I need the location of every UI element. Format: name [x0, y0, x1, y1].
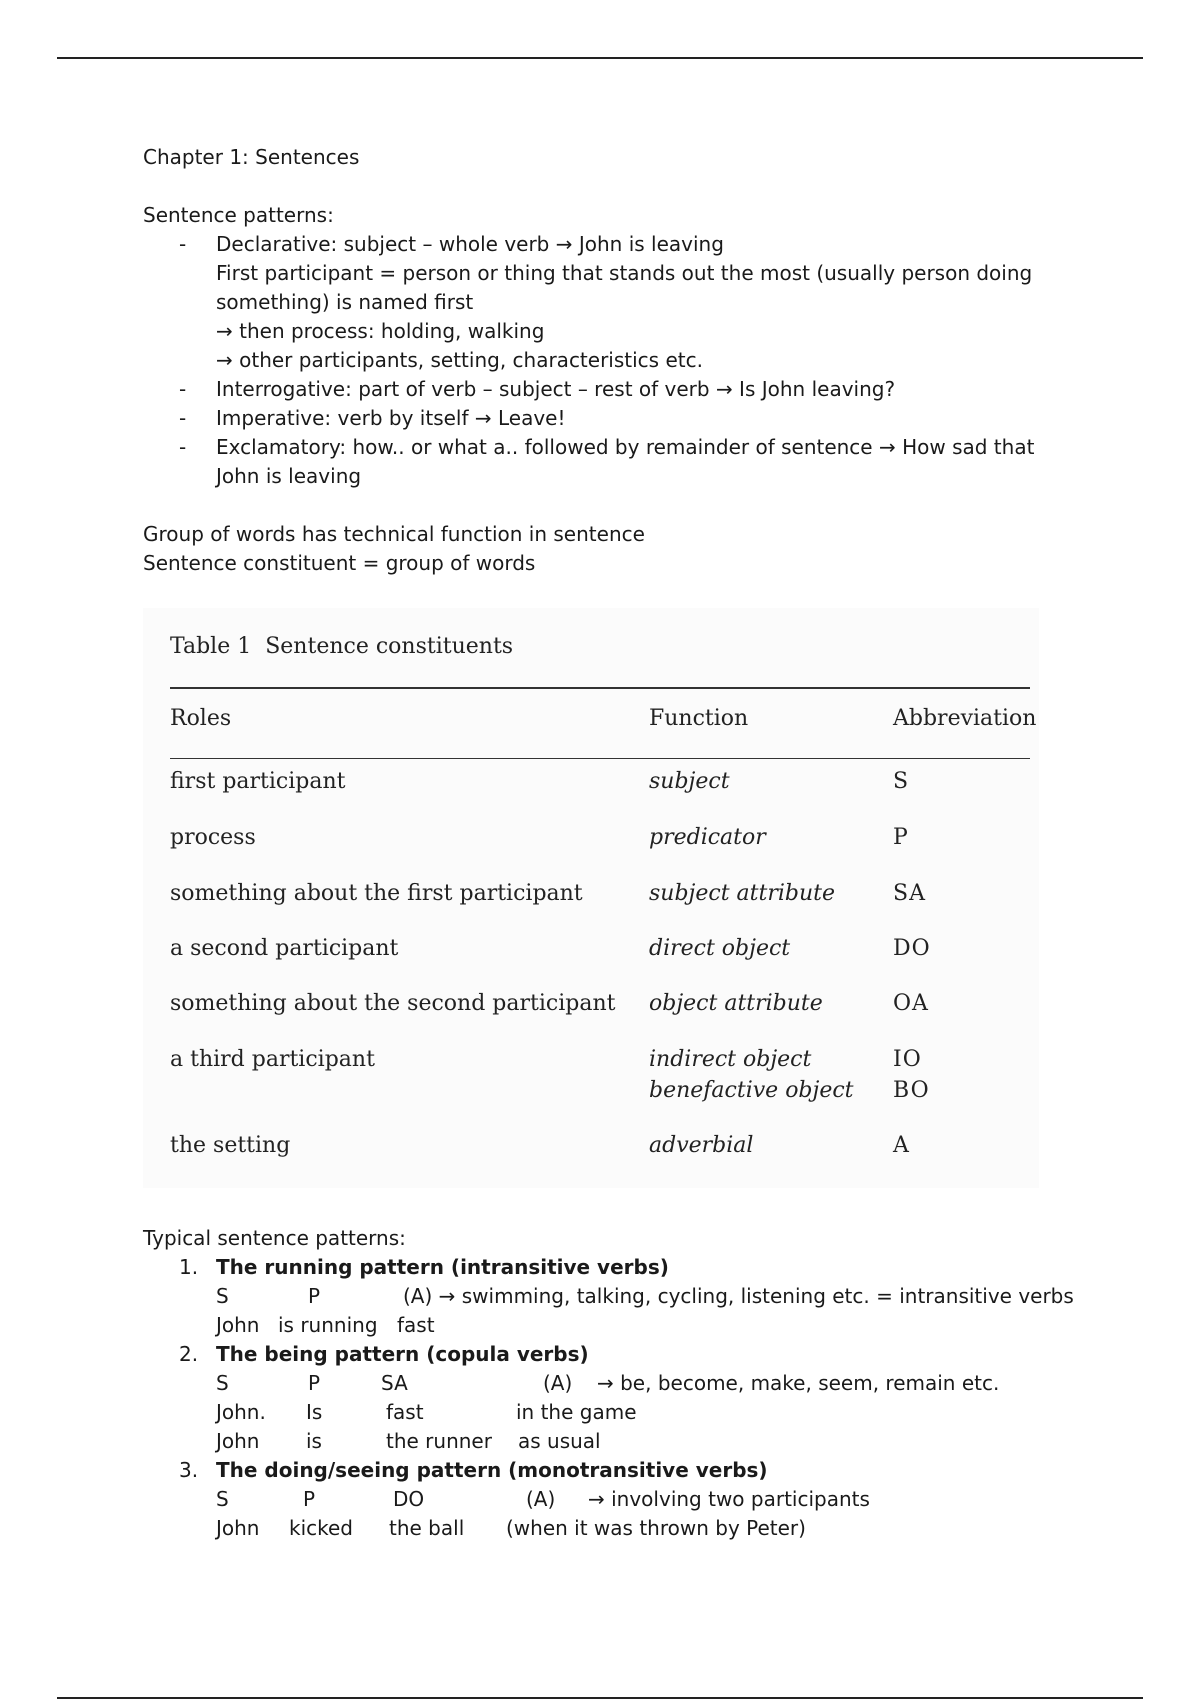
pattern-title: The running pattern (intransitive verbs)	[216, 1255, 669, 1279]
table-cell-abbreviation: IO	[893, 1047, 922, 1072]
list-item-line: Imperative: verb by itself → Leave!	[216, 406, 566, 430]
list-item-line: → other participants, setting, characteristics etc.	[216, 348, 703, 372]
table-cell-function: direct object	[649, 936, 791, 961]
table-header-abbreviation: Abbreviation	[893, 706, 1037, 731]
pattern-grid-row	[216, 1514, 1063, 1543]
table-cell-function: adverbial	[649, 1133, 754, 1158]
sentence-patterns-list	[143, 230, 1063, 491]
sentence-patterns-heading: Sentence patterns:	[143, 203, 334, 227]
pattern-cell: the ball	[389, 1516, 465, 1540]
table-cell-role: something about the first participant	[170, 881, 583, 906]
pattern-cell: P	[308, 1371, 321, 1395]
dash-bullet: -	[179, 435, 187, 459]
table-cell-abbreviation: BO	[893, 1078, 930, 1103]
pattern-cell: John.	[216, 1400, 266, 1424]
table-cell-role: the setting	[170, 1133, 291, 1158]
pattern-cell: (A)	[543, 1371, 573, 1395]
pattern-cell: P	[308, 1284, 321, 1308]
list-number: 2.	[179, 1342, 199, 1366]
pattern-grid-row	[216, 1398, 1063, 1427]
list-item-exclamatory	[143, 433, 1063, 491]
list-item-line: First participant = person or thing that stands out the most (usually person doing	[216, 261, 1033, 285]
list-number: 1.	[179, 1255, 199, 1279]
table-cell-role: process	[170, 825, 256, 850]
pattern-grid-row	[216, 1485, 1063, 1514]
dash-bullet: -	[179, 377, 187, 401]
document-body	[143, 143, 1074, 1543]
list-item-declarative	[143, 230, 1063, 375]
pattern-cell: John	[216, 1516, 260, 1540]
table-cell-function: subject attribute	[649, 881, 836, 906]
pattern-grid-row	[216, 1282, 1074, 1311]
pattern-cell: kicked	[289, 1516, 354, 1540]
pattern-cell: → be, become, make, seem, remain etc.	[597, 1371, 1000, 1395]
table-cell-function: object attribute	[649, 991, 823, 1016]
pattern-grid-row	[216, 1427, 1063, 1456]
table-cell-role: first participant	[170, 769, 346, 794]
pattern-item-doing-seeing	[143, 1456, 1063, 1543]
table-cell-role: something about the second participant	[170, 991, 616, 1016]
list-number: 3.	[179, 1458, 199, 1482]
table-header-function: Function	[649, 706, 749, 731]
pattern-cell: S	[216, 1371, 229, 1395]
table-cell-abbreviation: A	[893, 1133, 910, 1158]
table-caption	[170, 632, 513, 661]
list-item-line: Declarative: subject – whole verb → John is leaving	[216, 232, 724, 256]
footer-rule	[57, 1697, 1143, 1699]
constituents-table-image	[143, 608, 1039, 1188]
table-caption-title: Sentence constituents	[265, 634, 514, 659]
table-cell-function: benefactive object	[649, 1078, 854, 1103]
table-cell-abbreviation: DO	[893, 936, 931, 961]
table-cell-abbreviation: P	[893, 825, 909, 850]
table-cell-role: a second participant	[170, 936, 399, 961]
pattern-cell: (when it was thrown by Peter)	[506, 1516, 806, 1540]
spacer	[143, 172, 1063, 201]
spacer	[143, 491, 1063, 520]
pattern-cell: in the game	[516, 1400, 637, 1424]
typical-patterns-list	[143, 1253, 1074, 1543]
pattern-cell: → involving two participants	[588, 1487, 870, 1511]
list-item-line: John is leaving	[216, 464, 362, 488]
pattern-cell: is	[306, 1429, 322, 1453]
pattern-item-being	[143, 1340, 1063, 1456]
table-cell-abbreviation: S	[893, 769, 910, 794]
table-cell-function: subject	[649, 769, 730, 794]
chapter-title: Chapter 1: Sentences	[143, 145, 360, 169]
pattern-cell: is running	[278, 1313, 378, 1337]
table-cell-function: predicator	[649, 825, 766, 850]
pattern-cell: fast	[397, 1313, 435, 1337]
pattern-cell: Is	[306, 1400, 323, 1424]
pattern-cell: the runner	[386, 1429, 492, 1453]
header-rule	[57, 57, 1143, 59]
list-item-interrogative	[143, 375, 1063, 404]
pattern-cell: (A) → swimming, talking, cycling, listening etc. = intransitive verbs	[403, 1284, 1074, 1308]
list-item-line: Interrogative: part of verb – subject – rest of verb → Is John leaving?	[216, 377, 896, 401]
table-top-rule	[170, 687, 1030, 689]
pattern-cell: S	[216, 1284, 229, 1308]
pattern-grid-row	[216, 1311, 1063, 1340]
pattern-cell: John	[216, 1429, 260, 1453]
list-item-line: something) is named first	[216, 290, 474, 314]
typical-patterns-heading: Typical sentence patterns:	[143, 1226, 406, 1250]
table-cell-abbreviation: SA	[893, 881, 926, 906]
pattern-cell: John	[216, 1313, 260, 1337]
pattern-cell: (A)	[526, 1487, 556, 1511]
table-caption-number: Table 1	[170, 634, 252, 659]
pattern-cell: DO	[393, 1487, 425, 1511]
pattern-title: The doing/seeing pattern (monotransitive verbs)	[216, 1458, 768, 1482]
table-cell-role: a third participant	[170, 1047, 375, 1072]
pattern-cell: SA	[381, 1371, 408, 1395]
list-item-line: → then process: holding, walking	[216, 319, 545, 343]
pattern-cell: fast	[386, 1400, 424, 1424]
pattern-cell: as usual	[518, 1429, 601, 1453]
list-item-line: Exclamatory: how.. or what a.. followed by remainder of sentence → How sad that	[216, 435, 1035, 459]
pattern-grid-row	[216, 1369, 1063, 1398]
table-header-roles: Roles	[170, 706, 232, 731]
constituents-intro-line: Group of words has technical function in sentence	[143, 522, 645, 546]
table-cell-function: indirect object	[649, 1047, 812, 1072]
pattern-title: The being pattern (copula verbs)	[216, 1342, 589, 1366]
table-header-rule	[170, 758, 1030, 759]
pattern-item-running	[143, 1253, 1074, 1340]
dash-bullet: -	[179, 232, 187, 256]
dash-bullet: -	[179, 406, 187, 430]
constituents-intro-line: Sentence constituent = group of words	[143, 551, 536, 575]
table-cell-abbreviation: OA	[893, 991, 929, 1016]
list-item-imperative	[143, 404, 1063, 433]
pattern-cell: S	[216, 1487, 229, 1511]
pattern-cell: P	[303, 1487, 316, 1511]
